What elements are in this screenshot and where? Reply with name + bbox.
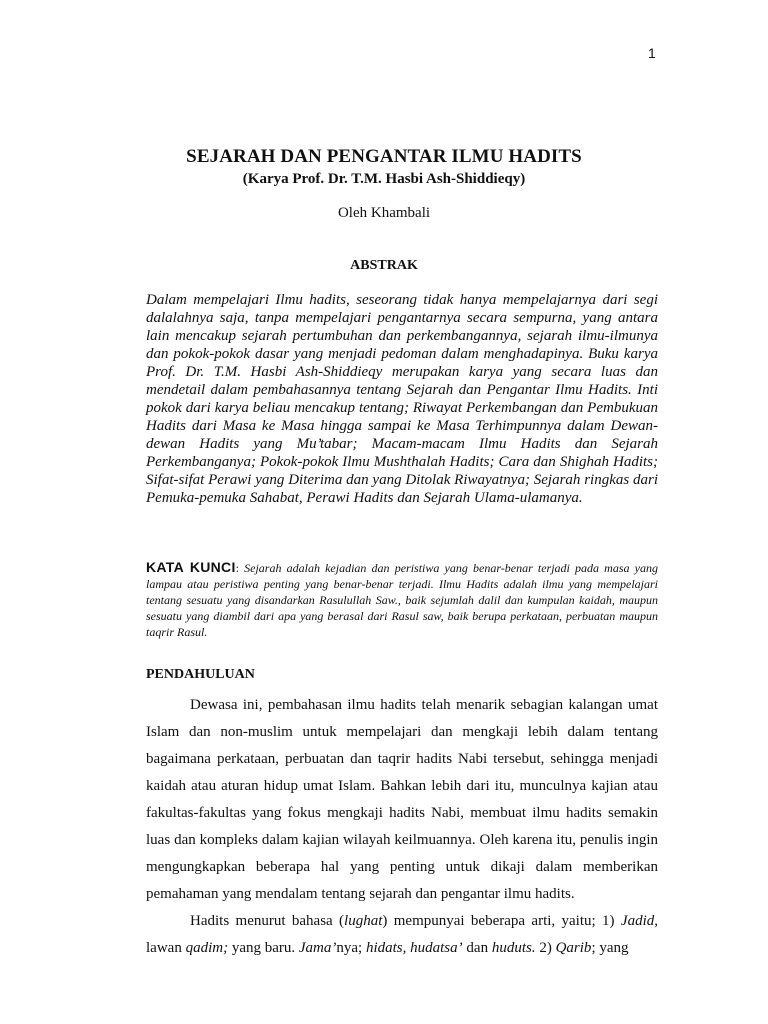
text-run: yang baru.: [228, 940, 299, 956]
abstract-heading: ABSTRAK: [350, 258, 418, 273]
italic-term: Qarib: [555, 940, 592, 956]
italic-term: hidats, hudatsa’: [365, 940, 463, 956]
keywords-section: [146, 559, 658, 640]
italic-term: huduts.: [491, 940, 536, 956]
text-run: nya;: [336, 940, 366, 956]
text-run: ) mempunyai beberapa arti, yaitu; 1): [382, 913, 621, 929]
page-number: 1: [648, 45, 656, 61]
italic-term: lughat: [344, 913, 383, 929]
text-run: Hadits menurut bahasa (: [190, 913, 345, 929]
text-run: ; yang: [591, 940, 629, 956]
italic-term: Jadid,: [620, 913, 658, 929]
italic-term: Jama’: [298, 940, 337, 956]
introduction-paragraph: [146, 908, 658, 962]
introduction-heading: PENDAHULUAN: [146, 667, 255, 682]
keywords-separator: :: [235, 561, 245, 575]
abstract-body: Dalam mempelajari Ilmu hadits, seseorang tidak hanya mempelajarnya dari segi dalalahnya saja, tanpa mempelajari pengantarnya secara sempurna, yang antara lain mencakup sejarah pertumbuhan dan perkembangannya, sejarah ilmu-ilmunya dan pokok-pokok dasar yang menjadi pedoman dalam menghadapinya. Buku karya Prof. Dr. T.M. Hasbi Ash-Shiddieqy merupakan karya yang secara luas dan mendetail dalam pembahasannya tentang Sejarah dan Pengantar Ilmu Hadits. Inti pokok dari karya beliau mencakup tentang; Riwayat Perkembangan dan Pembukuan Hadits dari Masa ke Masa hingga sampai ke Masa Terhimpunnya dalam Dewan-dewan Hadits yang Mu’tabar; Macam-macam Ilmu Hadits dan Sejarah Perkembanganya; Pokok-pokok Ilmu Mushthalah Hadits; Cara dan Shighah Hadits; Sifat-sifat Perawi yang Diterima dan yang Ditolak Riwayatnya; Sejarah ringkas dari Pemuka-pemuka Sahabat, Perawi Hadits dan Sejarah Ulama-ulamanya.: [146, 292, 658, 506]
paper-subtitle: (Karya Prof. Dr. T.M. Hasbi Ash-Shiddieqy): [242, 171, 526, 187]
author-line: Oleh Khambali: [337, 205, 431, 221]
introduction-body: [146, 692, 658, 962]
text-run: 2): [535, 940, 556, 956]
paper-title: SEJARAH DAN PENGANTAR ILMU HADITS: [186, 146, 582, 167]
keywords-label: KATA KUNCI: [146, 559, 236, 575]
text-run: dan: [462, 940, 492, 956]
italic-term: qadim;: [185, 940, 229, 956]
keywords-text: Sejarah adalah kejadian dan peristiwa yang benar-benar terjadi pada masa yang lampau atau peristiwa penting yang benar-benar terjadi. Ilmu Hadits adalah ilmu yang mempelajari tentang sesuatu yang disandarkan Rasulullah Saw., baik sejumlah dalil dan kumpulan kaidah, maupun sesuatu yang diambil dari apa yang berasal dari Rasul saw, baik berupa perkataan, perbuatan maupun taqrir Rasul.: [146, 561, 658, 639]
introduction-paragraph: Dewasa ini, pembahasan ilmu hadits telah menarik sebagian kalangan umat Islam dan non-muslim untuk mempelajari dan mengkaji lebih dalam tentang bagaimana perkataan, perbuatan dan taqrir hadits Nabi tersebut, sehingga menjadi kaidah atau aturan hidup umat Islam. Bahkan lebih dari itu, munculnya kajian atau fakultas-fakultas yang fokus mengkaji hadits Nabi, membuat ilmu hadits semakin luas dan kompleks dalam kajian wilayah keilmuannya. Oleh karena itu, penulis ingin mengungkapkan beberapa hal yang penting untuk dikaji dalam memberikan pemahaman yang mendalam tentang sejarah dan pengantar ilmu hadits.: [146, 697, 658, 902]
text-run: lawan: [146, 940, 186, 956]
